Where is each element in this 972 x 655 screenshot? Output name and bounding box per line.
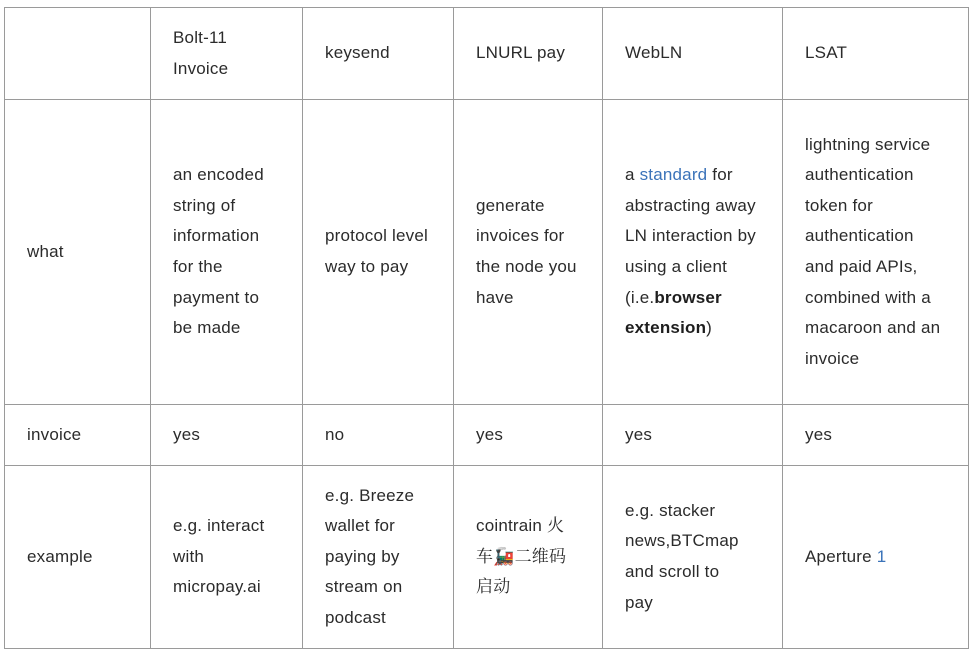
header-cell-keysend: keysend (303, 8, 454, 100)
header-row (5, 8, 969, 100)
row-label-example: example (5, 466, 151, 649)
header-cell-lnurl: LNURL pay (454, 8, 603, 100)
cell-webln-what (603, 100, 783, 405)
cell-bolt11-invoice: yes (151, 405, 303, 466)
cell-webln-invoice: yes (603, 405, 783, 466)
header-cell-webln: WebLN (603, 8, 783, 100)
header-cell-bolt11: Bolt-11 Invoice (151, 8, 303, 100)
cell-lsat-example (783, 466, 969, 649)
cell-lnurl-what: generate invoices for the node you have (454, 100, 603, 405)
aperture-text: Aperture (805, 546, 877, 566)
table-row-what (5, 100, 969, 405)
comparison-table (4, 7, 969, 649)
cell-lnurl-example: cointrain 火车🚂二维码启动 (454, 466, 603, 649)
cell-lsat-what: lightning service authentication token for authentication and paid APIs, combined with a macaroon and an invoice (783, 100, 969, 405)
cell-bolt11-example: e.g. interact with micropay.ai (151, 466, 303, 649)
header-cell-empty (5, 8, 151, 100)
cell-lnurl-invoice: yes (454, 405, 603, 466)
cell-keysend-example: e.g. Breeze wallet for paying by stream on podcast (303, 466, 454, 649)
cell-lsat-invoice: yes (783, 405, 969, 466)
table-row-invoice (5, 405, 969, 466)
webln-what-suffix: ) (706, 318, 713, 338)
row-label-invoice: invoice (5, 405, 151, 466)
webln-what-middle: for abstracting away LN interaction by using a client (i.e. (625, 165, 756, 307)
footnote-ref-link[interactable]: 1 (876, 546, 887, 566)
cell-bolt11-what: an encoded string of information for the payment to be made (151, 100, 303, 405)
webln-what-bold: browser extension (625, 287, 722, 338)
row-label-what: what (5, 100, 151, 405)
standard-link[interactable]: standard (639, 165, 708, 185)
cell-keysend-invoice: no (303, 405, 454, 466)
header-cell-lsat: LSAT (783, 8, 969, 100)
webln-what-prefix: a (625, 165, 640, 185)
table-row-example (5, 466, 969, 649)
cell-webln-example: e.g. stacker news,BTCmap and scroll to pay (603, 466, 783, 649)
cell-keysend-what: protocol level way to pay (303, 100, 454, 405)
